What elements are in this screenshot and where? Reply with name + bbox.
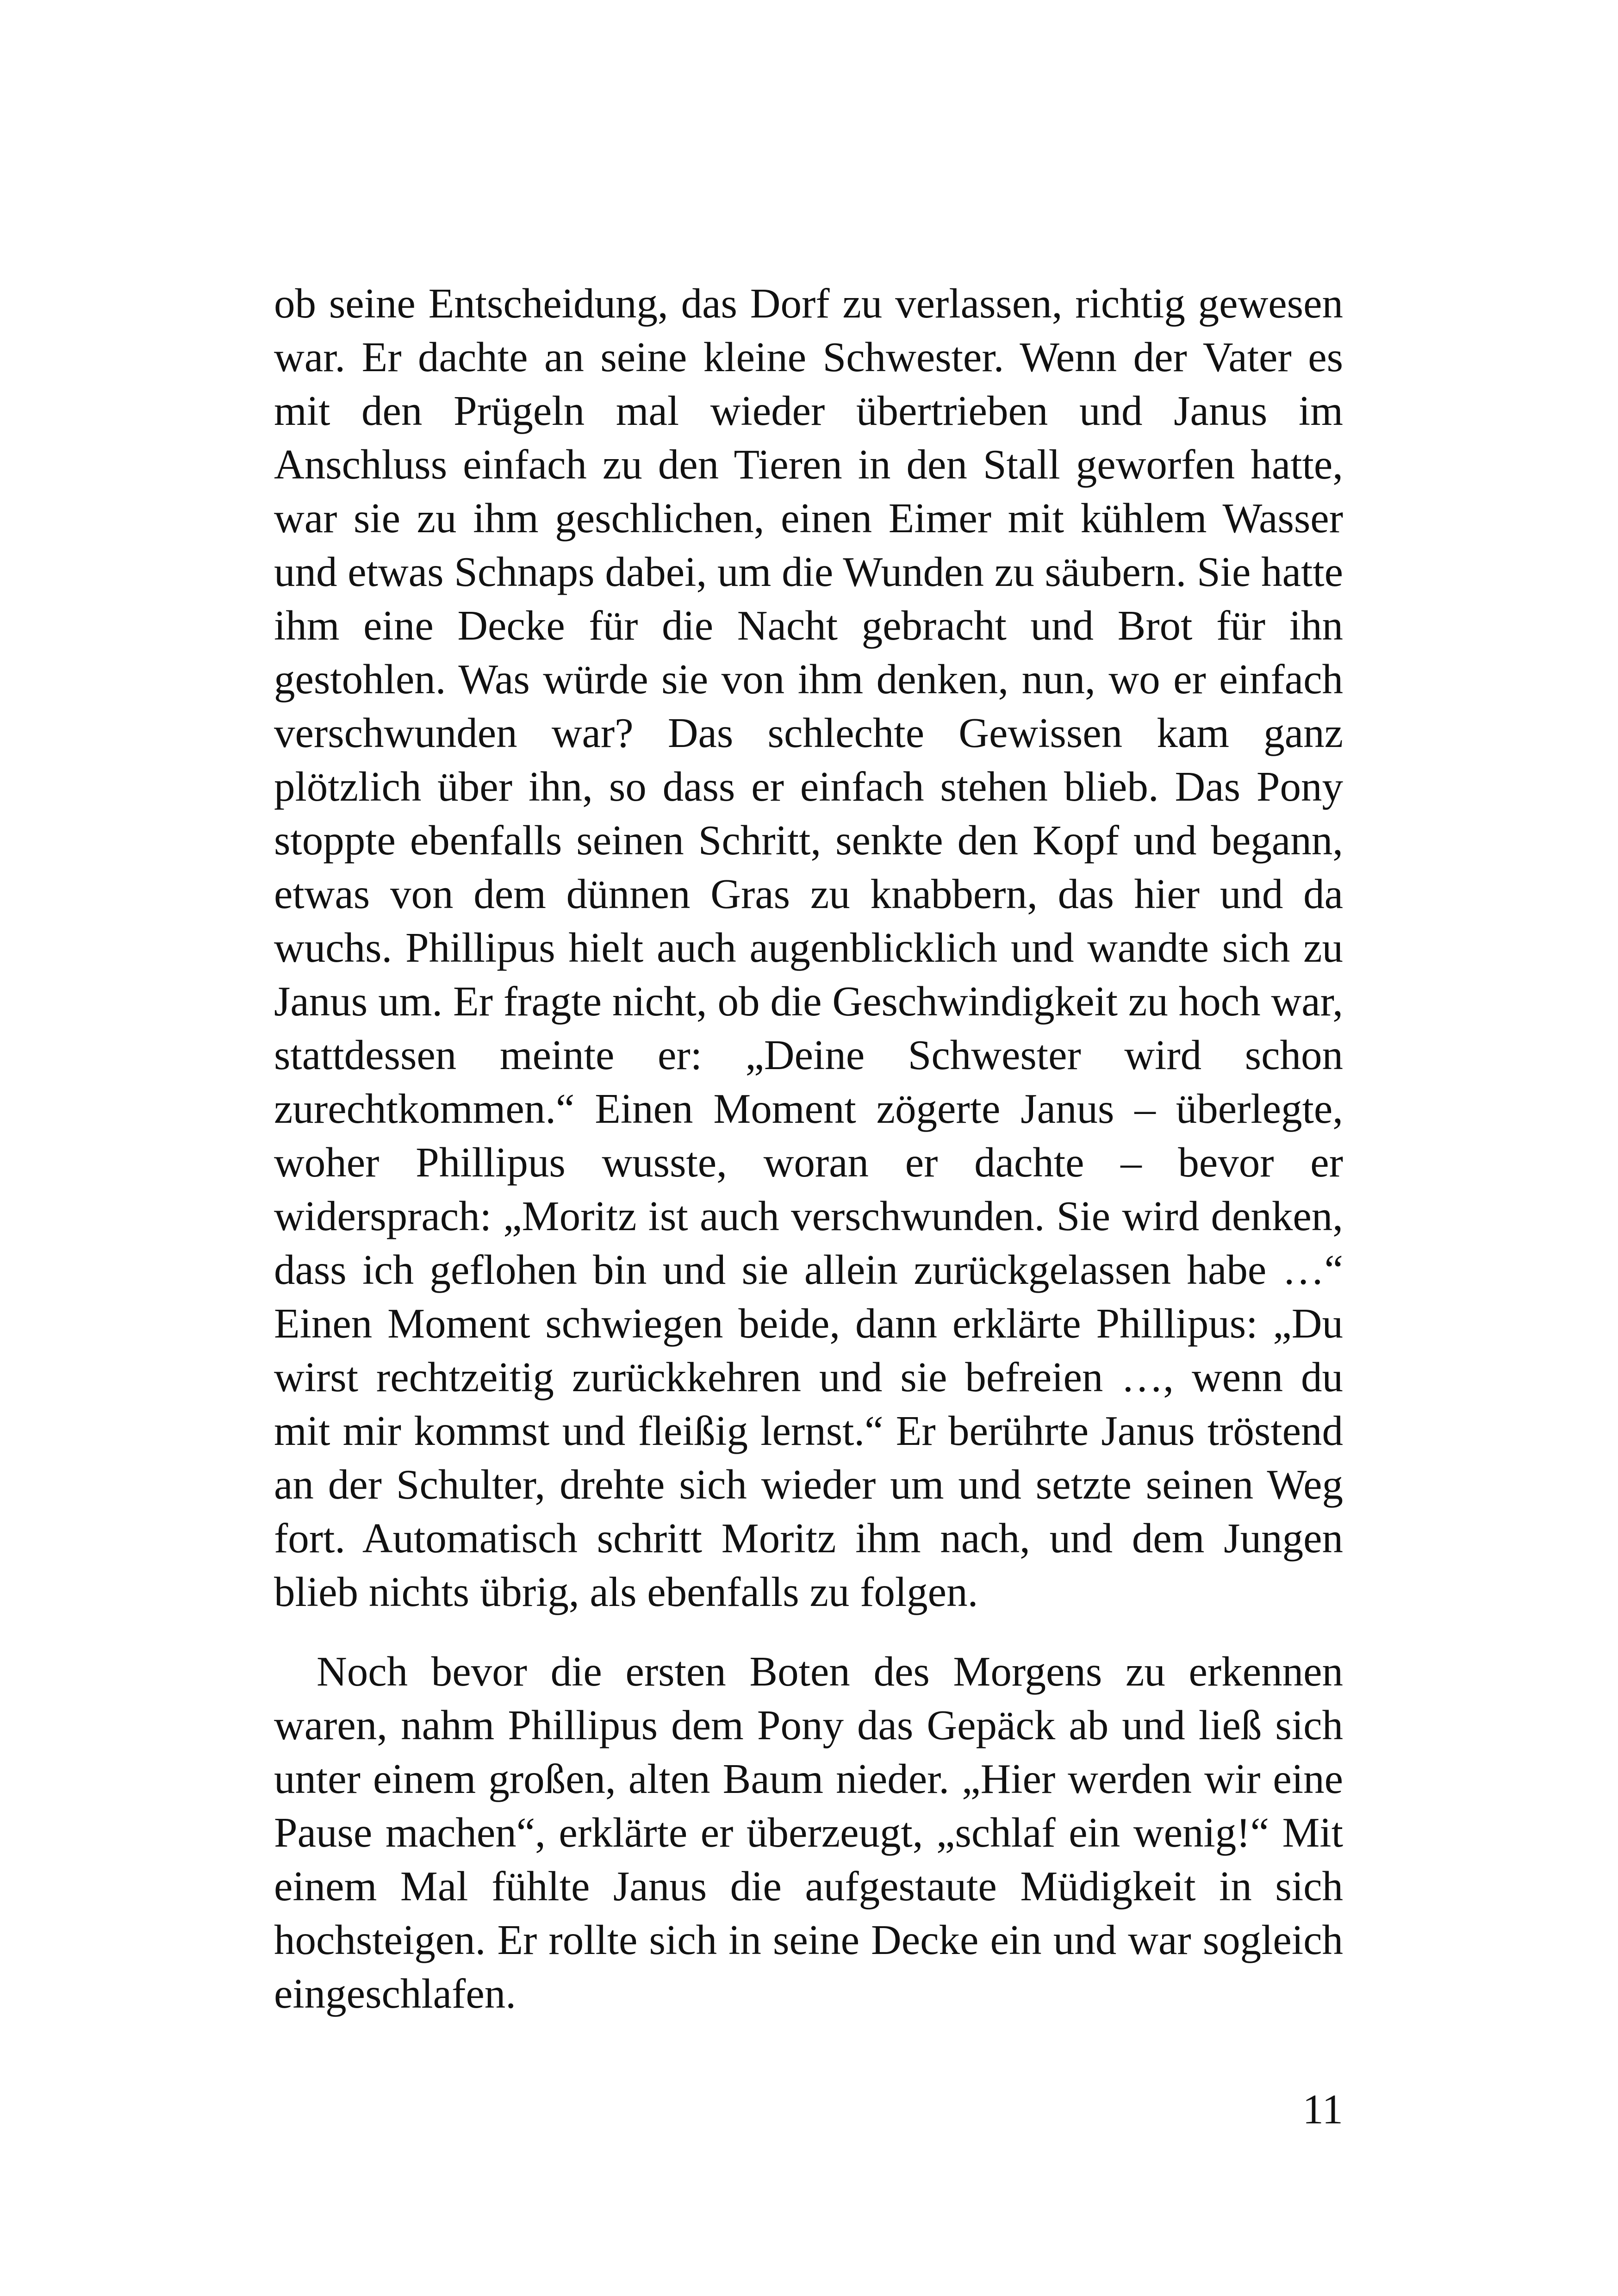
paragraph: Noch bevor die ersten Boten des Morgens zu erkennen waren, nahm Phillipus dem Pony das Gepäck ab und ließ sich unter einem großen, alten Baum nieder. „Hier werden wir eine Pause machen“, erklärte er überzeugt, „schlaf ein wenig!“ Mit einem Mal fühlte Janus die aufgestaute Müdigkeit in sich hochsteigen. Er rollte sich in seine Decke ein und war sogleich eingeschlafen. [274,1648,1343,2017]
page-number: 11 [1302,2086,1343,2133]
paragraph: ob seine Entscheidung, das Dorf zu verlassen, richtig gewesen war. Er dachte an seine kleine Schwester. Wenn der Vater es mit den Prügeln mal wieder übertrieben und Janus im Anschluss einfach zu den Tieren in den Stall geworfen hatte, war sie zu ihm geschlichen, einen Eimer mit kühlem Wasser und etwas Schnaps dabei, um die Wunden zu säubern. Sie hatte ihm eine Decke für die Nacht gebracht und Brot für ihn gestohlen. Was würde sie von ihm denken, nun, wo er einfach verschwunden war? Das schlechte Gewissen kam ganz plötzlich über ihn, so dass er einfach stehen blieb. Das Pony stoppte ebenfalls seinen Schritt, senkte den Kopf und begann, etwas von dem dünnen Gras zu knabbern, das hier und da wuchs. Phillipus hielt auch augenblicklich und wandte sich zu Janus um. Er fragte nicht, ob die Geschwindigkeit zu hoch war, stattdessen meinte er: „Deine Schwester wird schon zurechtkommen.“ Einen Moment zögerte Janus – überlegte, woher Phillipus wusste, woran er dachte – bevor er widersprach: „Moritz ist auch verschwunden. Sie wird denken, dass ich geflohen bin und sie allein zurückgelassen habe …“ Einen Moment schwiegen beide, dann erklärte Phillipus: „Du wirst rechtzeitig zurückkehren und sie befreien …, wenn du mit mir kommst und fleißig lernst.“ Er berührte Janus tröstend an der Schulter, drehte sich wieder um und setzte seinen Weg fort. Automatisch schritt Moritz ihm nach, und dem Jungen blieb nichts übrig, als ebenfalls zu folgen. [274,280,1343,1615]
body-text [274,277,1343,2021]
